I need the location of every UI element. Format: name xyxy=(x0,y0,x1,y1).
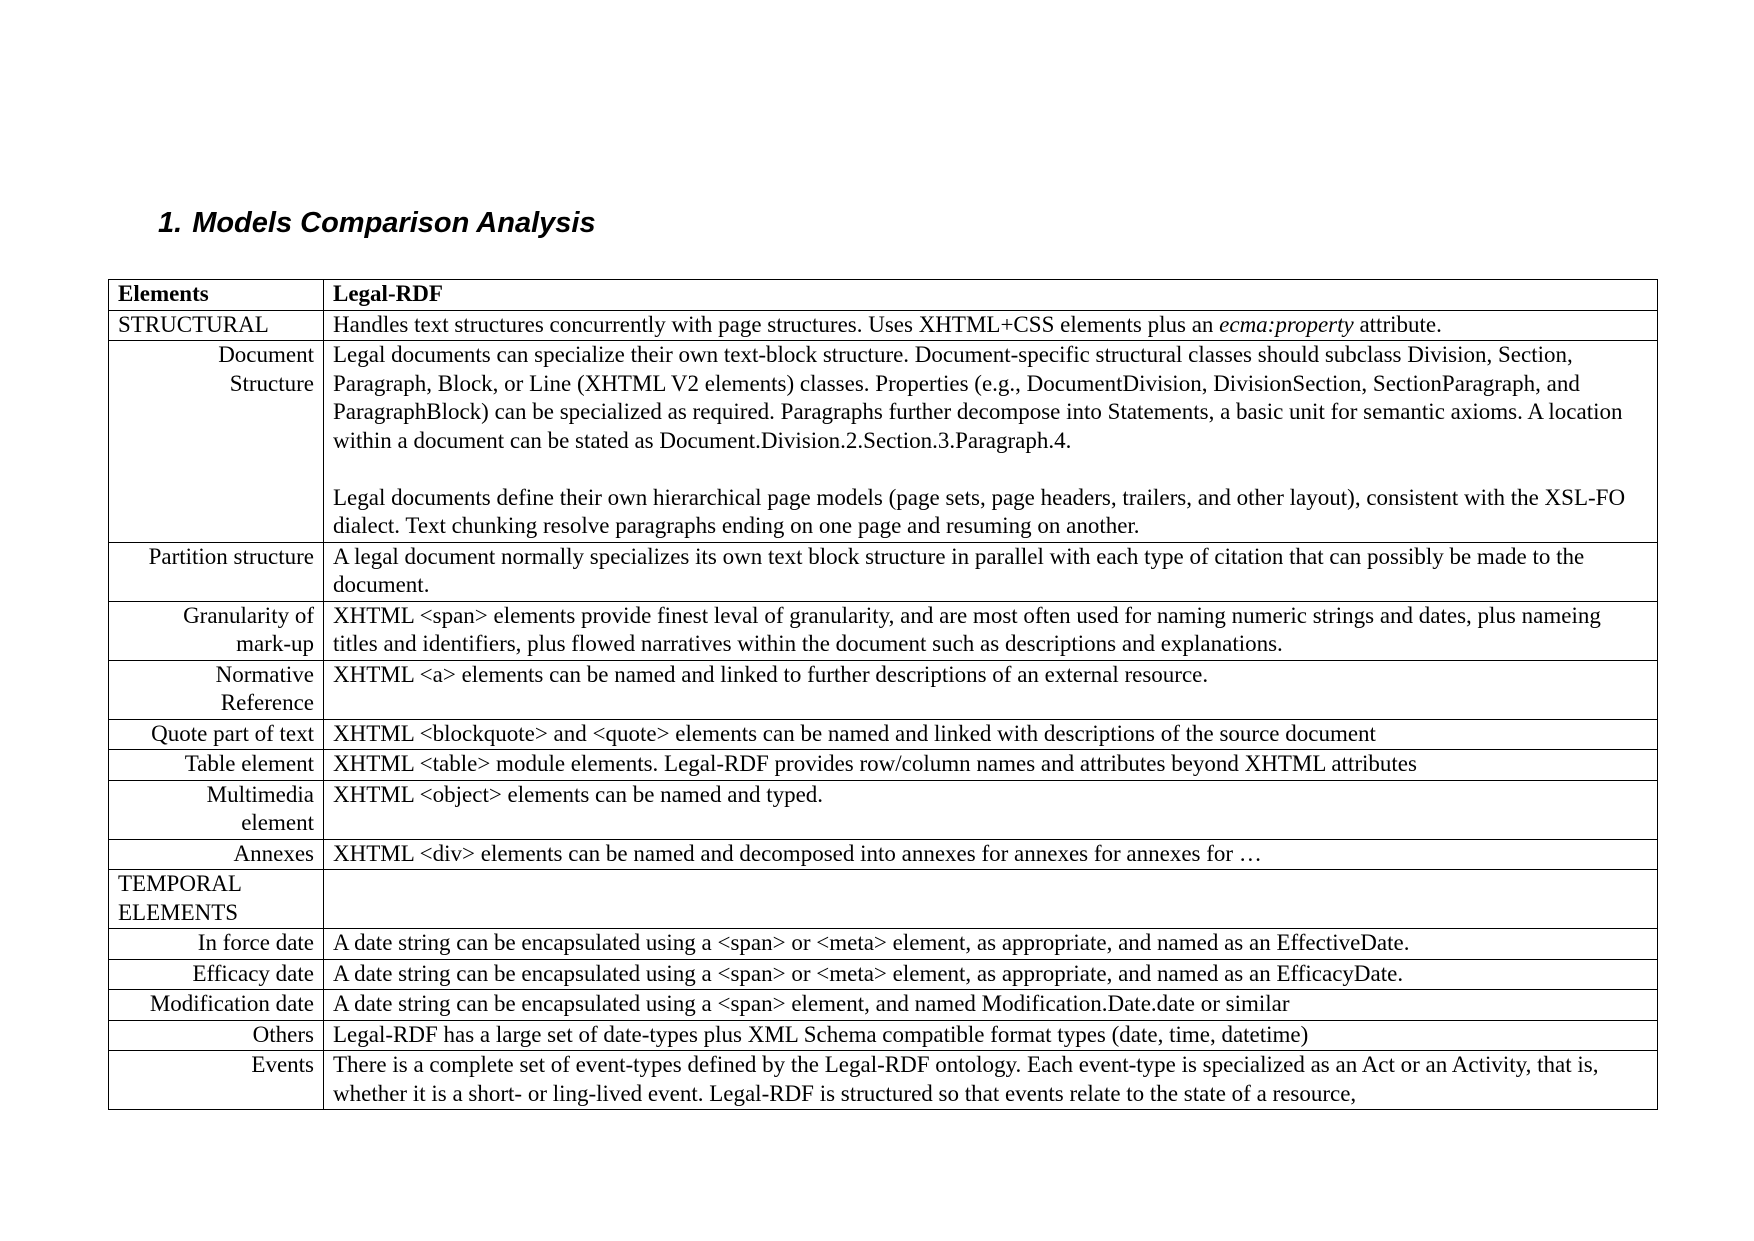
section-heading xyxy=(158,203,596,243)
table-row xyxy=(109,959,1658,990)
header-elements: Elements xyxy=(109,280,324,311)
row-text-italic: ecma:property xyxy=(1219,311,1354,337)
row-text xyxy=(324,310,1658,341)
header-legal-rdf: Legal-RDF xyxy=(324,280,1658,311)
table-row xyxy=(109,341,1658,543)
row-label: STRUCTURAL xyxy=(109,310,324,341)
row-label-line: TEMPORAL xyxy=(118,871,242,896)
table-row xyxy=(109,780,1658,839)
row-label: Efficacy date xyxy=(109,959,324,990)
row-text: A date string can be encapsulated using a <span> or <meta> element, as appropriate, and named as an EfficacyDate. xyxy=(324,959,1658,990)
row-text: A date string can be encapsulated using a <span> or <meta> element, as appropriate, and named as an EffectiveDate. xyxy=(324,929,1658,960)
row-label-line: Document xyxy=(218,342,314,367)
row-label-line: Multimedia xyxy=(206,781,314,807)
row-text: XHTML <object> elements can be named and typed. xyxy=(324,780,1658,839)
table-row xyxy=(109,310,1658,341)
comparison-table xyxy=(108,279,1658,1110)
row-label-line: Normative xyxy=(215,661,314,687)
row-label: Partition structure xyxy=(109,542,324,601)
row-label-line: mark-up xyxy=(236,631,314,656)
row-label xyxy=(109,870,324,929)
row-paragraph: Legal documents define their own hierarchical page models (page sets, page headers, trailers, and other layout), consistent with the XSL-FO dialect. Text chunking resolve paragraphs ending on one page and resuming on another. xyxy=(333,484,1626,538)
row-label: Annexes xyxy=(109,839,324,870)
row-label: Modification date xyxy=(109,990,324,1021)
table-row xyxy=(109,1051,1658,1110)
row-label: Events xyxy=(109,1051,324,1110)
row-label xyxy=(109,780,324,839)
row-text: There is a complete set of event-types defined by the Legal-RDF ontology. Each event-type is specialized as an Act or an Activity, that is, whether it is a short- or ling-lived event. Legal-RDF is structured so that events relate to the state of a resource, xyxy=(324,1051,1658,1110)
row-label-line: Granularity of xyxy=(183,602,314,628)
section-title: Models Comparison Analysis xyxy=(192,207,596,239)
table-row xyxy=(109,929,1658,960)
row-label xyxy=(109,660,324,719)
table-row xyxy=(109,750,1658,781)
row-text-part: attribute. xyxy=(1353,311,1442,337)
table-row xyxy=(109,660,1658,719)
row-label xyxy=(109,601,324,660)
row-label: Others xyxy=(109,1020,324,1051)
row-text-part: Handles text structures concurrently with page structures. Uses XHTML+CSS elements plus an xyxy=(333,311,1220,337)
table-row xyxy=(109,839,1658,870)
table-row xyxy=(109,870,1658,929)
row-text: XHTML <table> module elements. Legal-RDF provides row/column names and attributes beyond XHTML attributes xyxy=(324,750,1658,781)
row-label-line: element xyxy=(241,810,314,835)
row-label-line: Structure xyxy=(229,370,314,396)
table-row xyxy=(109,719,1658,750)
table-row xyxy=(109,1020,1658,1051)
row-text: A date string can be encapsulated using a <span> element, and named Modification.Date.date or similar xyxy=(324,990,1658,1021)
section-number: 1. xyxy=(158,207,183,239)
row-paragraph: Legal documents can specialize their own text-block structure. Document-specific structural classes should subclass Division, Section, Paragraph, Block, or Line (XHTML V2 elements) classes. Properties (e.g., DocumentDivision, DivisionSection, SectionParagraph, and ParagraphBlock) can be specialized as required. Paragraphs further decompose into Statements, a basic unit for semantic axioms. A location within a document can be stated as Document.Division.2.Section.3.Paragraph.4. xyxy=(333,342,1623,453)
row-label: In force date xyxy=(109,929,324,960)
row-label xyxy=(109,341,324,543)
table-header-row xyxy=(109,280,1658,311)
row-text: A legal document normally specializes its own text block structure in parallel with each type of citation that can possibly be made to the document. xyxy=(324,542,1658,601)
row-label: Quote part of text xyxy=(109,719,324,750)
row-text: XHTML <a> elements can be named and linked to further descriptions of an external resource. xyxy=(324,660,1658,719)
table-row xyxy=(109,990,1658,1021)
table-row xyxy=(109,601,1658,660)
row-text: XHTML <span> elements provide finest leval of granularity, and are most often used for naming numeric strings and dates, plus nameing titles and identifiers, plus flowed narratives within the document such as descriptions and explanations. xyxy=(324,601,1658,660)
table-row xyxy=(109,542,1658,601)
row-text: Legal-RDF has a large set of date-types plus XML Schema compatible format types (date, time, datetime) xyxy=(324,1020,1658,1051)
row-text xyxy=(324,870,1658,929)
row-text xyxy=(324,341,1658,543)
row-text: XHTML <div> elements can be named and decomposed into annexes for annexes for annexes for … xyxy=(324,839,1658,870)
row-label: Table element xyxy=(109,750,324,781)
row-label-line: Reference xyxy=(220,690,314,715)
row-text: XHTML <blockquote> and <quote> elements can be named and linked with descriptions of the source document xyxy=(324,719,1658,750)
row-label-line: ELEMENTS xyxy=(118,899,239,925)
